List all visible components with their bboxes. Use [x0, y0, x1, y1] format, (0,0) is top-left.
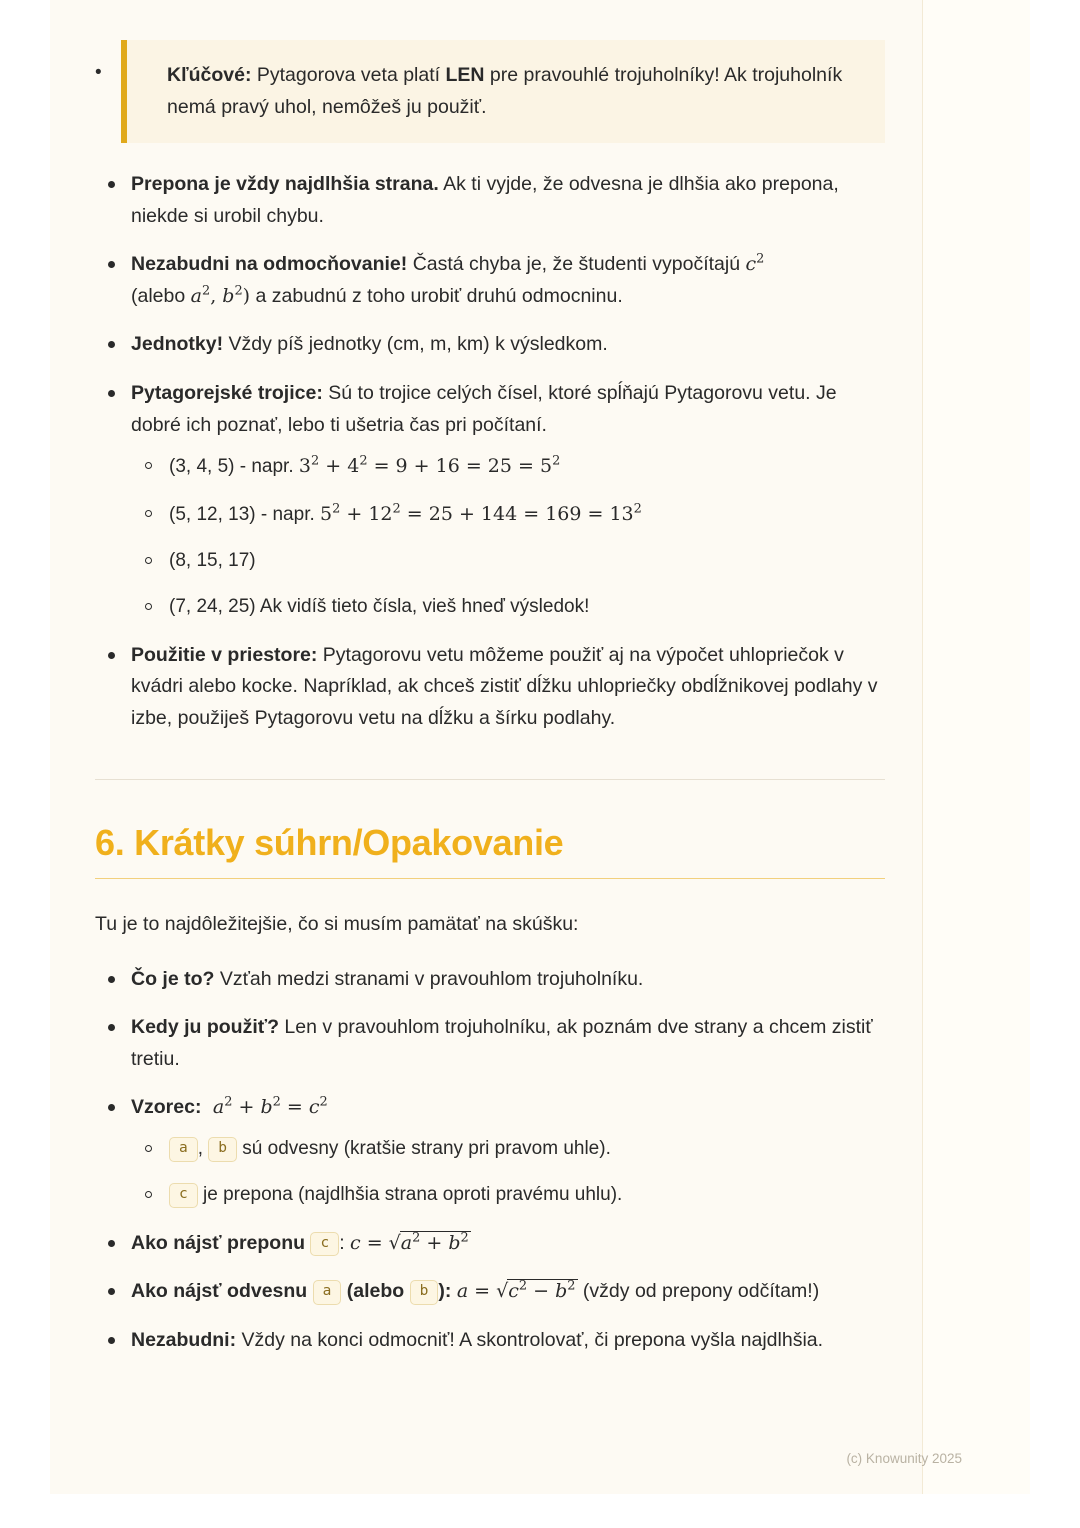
list-item	[95, 169, 885, 232]
list-item	[131, 592, 885, 622]
key-note-text-1: Pytagorova veta platí	[251, 64, 446, 86]
list-item	[95, 964, 885, 996]
list-item	[95, 1325, 885, 1357]
summary-lead: Ako nájsť preponu	[131, 1231, 306, 1254]
list-item	[95, 378, 885, 623]
copyright-footer: (c) Knowunity 2025	[846, 1451, 962, 1466]
key-note-emphasis: LEN	[445, 64, 485, 86]
heading-underline	[95, 878, 885, 879]
summary-list	[95, 964, 885, 1357]
chip-c: c	[169, 1183, 198, 1208]
list-item	[131, 451, 885, 482]
list-item	[95, 329, 885, 361]
chip-b: b	[410, 1280, 439, 1305]
key-note-row	[95, 40, 885, 143]
list-item	[95, 640, 885, 735]
chip-a: a	[169, 1137, 198, 1162]
list-item	[95, 1228, 885, 1260]
list-item	[131, 499, 885, 530]
tip-text: Vždy píš jednotky (cm, m, km) k výsledkom.	[223, 333, 608, 356]
key-note-label: Kľúčové:	[167, 64, 252, 86]
tip-lead: Prepona je vždy najdlhšia strana.	[131, 173, 439, 196]
summary-lead: Vzorec:	[131, 1096, 202, 1119]
tip-lead: Použitie v priestore:	[131, 643, 318, 666]
chip-a: a	[313, 1280, 342, 1305]
tip-text: Pytagorovu vetu môžeme použiť aj na výpočet uhlopriečok v kvádri alebo kocke. Napríklad, ak chceš zistiť dĺžku uhlopriečky obdĺžnikovej podlahy v izbe, použiješ Pytagorovu vetu na dĺžku a šírku podlahy.	[131, 643, 878, 729]
math-comma: ,	[210, 284, 223, 307]
tip-lead: Jednotky!	[131, 333, 224, 356]
key-note-callout	[121, 40, 885, 143]
math-b-squared: $b^2$	[222, 283, 243, 307]
section-divider	[95, 779, 885, 780]
tip-lead: Pytagorejské trojice:	[131, 382, 323, 405]
list-item	[95, 249, 885, 312]
summary-text: (vždy od prepony odčítam!)	[577, 1280, 820, 1303]
summary-text: Len v pravouhlom trojuholníku, ak poznám dve strany a chcem zistiť tretiu.	[131, 1016, 873, 1070]
tip-lead: Nezabudni na odmocňovanie!	[131, 253, 408, 276]
formula-pythagoras: $a^2 + b^2 = c^2$	[206, 1095, 328, 1119]
triple-prefix: (3, 4, 5) - napr.	[169, 456, 299, 478]
list-item	[95, 1092, 885, 1210]
triples-list	[131, 451, 885, 623]
chip-b: b	[208, 1137, 237, 1162]
math-paren-close: )	[242, 284, 251, 307]
math-c-squared: $c^2$	[745, 251, 765, 276]
tip-text: Častá chyba je, že študenti vypočítajú	[407, 253, 746, 276]
triple-prefix: (7, 24, 25) Ak vidíš tieto čísla, vieš hneď výsledok!	[169, 596, 590, 618]
document-page	[50, 0, 1030, 1494]
document-content	[95, 40, 885, 1374]
triple-prefix: (8, 15, 17)	[169, 549, 256, 571]
formula-find-leg: $a = √c^2 - b^2$	[456, 1279, 576, 1303]
page-title: 6. Krátky súhrn/Opakovanie	[95, 821, 564, 863]
summary-mid: (alebo	[346, 1280, 405, 1303]
formula-legend-list	[131, 1134, 885, 1211]
tip-text: Sú to trojice celých čísel, ktoré spĺňajú Pytagorovu vetu. Je dobré ich poznať, lebo ti ušetria čas pri počítaní.	[131, 382, 837, 436]
tips-list	[95, 169, 885, 734]
triple-math: $5^2 + 12^2 = 25 + 144 = 169 = 13^2$	[320, 501, 642, 525]
list-item	[95, 1012, 885, 1075]
tip-text: Ak ti vyjde, že odvesna je dlhšia ako prepona, niekde si urobil chybu.	[131, 173, 839, 227]
list-item	[131, 1180, 885, 1210]
tip-text-tail: a zabudnú z toho urobiť druhú odmocninu.	[250, 284, 623, 307]
list-item	[95, 1276, 885, 1308]
section-lead-text: Tu je to najdôležitejšie, čo si musím pamätať na skúšku:	[95, 912, 579, 935]
chip-separator: ,	[197, 1138, 204, 1159]
key-note-text-2: pre pravouhlé trojuholníky! Ak trojuholník nemá pravý uhol, nemôžeš ju použiť.	[167, 64, 843, 118]
bullet-marker: •	[95, 62, 102, 83]
summary-text: Vždy na konci odmocniť! A skontrolovať, či prepona vyšla najdlhšia.	[236, 1328, 824, 1351]
chip-c: c	[310, 1232, 339, 1257]
legend-text: sú odvesny (kratšie strany pri pravom uhle).	[237, 1138, 611, 1159]
summary-lead: Čo je to?	[131, 967, 215, 990]
summary-colon: :	[339, 1231, 345, 1254]
triple-prefix: (5, 12, 13) - napr.	[169, 503, 321, 525]
list-item	[131, 1134, 885, 1164]
page-margin-strip	[922, 0, 1030, 1494]
summary-lead: Kedy ju použiť?	[131, 1016, 280, 1039]
summary-text: Vzťah medzi stranami v pravouhlom trojuholníku.	[214, 967, 644, 990]
math-a-squared: $a^2$	[190, 283, 211, 307]
legend-text: je prepona (najdlhšia strana oproti pravému uhlu).	[197, 1184, 623, 1206]
tip-text-middle: (alebo	[131, 284, 186, 307]
list-item	[131, 546, 885, 576]
summary-paren: ):	[438, 1280, 452, 1303]
summary-lead: Ako nájsť odvesnu	[131, 1280, 308, 1303]
summary-lead: Nezabudni:	[131, 1328, 237, 1351]
formula-find-hypotenuse: $c = √a^2 + b^2$	[350, 1230, 469, 1254]
triple-math: $3^2 + 4^2 = 9 + 16 = 25 = 5^2$	[298, 453, 561, 478]
